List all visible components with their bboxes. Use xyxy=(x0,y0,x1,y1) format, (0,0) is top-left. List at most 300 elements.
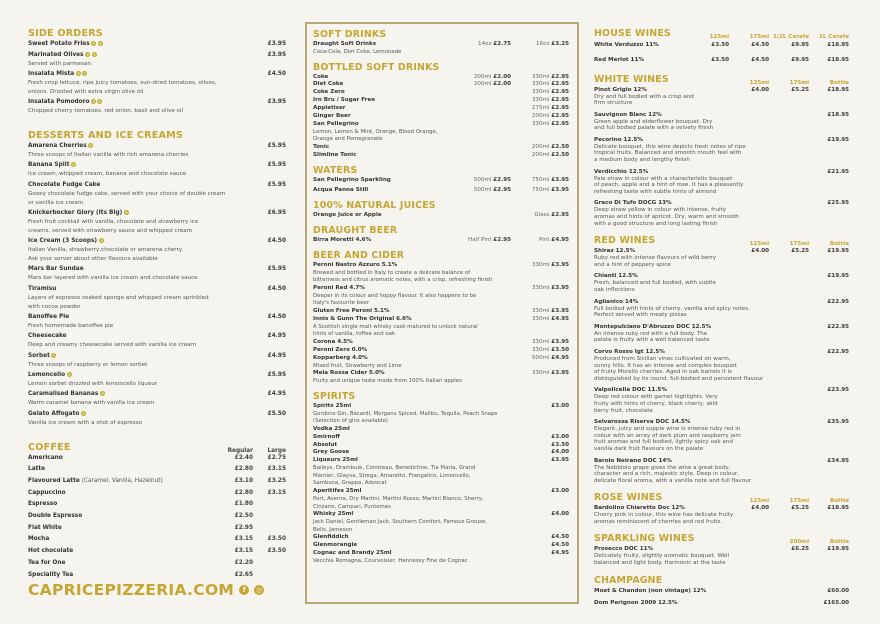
menu-item xyxy=(594,457,849,485)
price: £6.25 xyxy=(791,546,809,553)
item-row xyxy=(313,511,569,519)
menu-item xyxy=(313,449,569,457)
price: £4.50 xyxy=(267,238,286,245)
price-cell xyxy=(256,51,286,60)
item-description: Produced from Sicilian vines cultivated on warm, sunny hills. It has an intense and complex bouquet of fruity Morello cherries. Aged in oak barrels it is distinguished by its round, full-bodied and persistent flavour xyxy=(594,355,764,382)
item-row xyxy=(313,177,569,185)
price-cell xyxy=(453,237,511,245)
size-label: 500ml xyxy=(473,176,494,183)
menu-item xyxy=(28,571,286,580)
item-description: Fresh homemade banoffee pie xyxy=(28,322,114,329)
price-cell xyxy=(453,74,511,82)
item-row xyxy=(313,262,569,270)
item-description: Brewed and bottled in Italy to create a delicate balance of bitterness and citrus aromatic notes, with a crisp, refreshing finish xyxy=(313,269,493,284)
price-cell xyxy=(809,111,849,119)
item-row xyxy=(594,136,849,144)
price: £19.95 xyxy=(827,546,849,553)
item-name-text: Peroni Zero 0.0% xyxy=(313,346,368,353)
item-row xyxy=(313,488,569,496)
price-cell xyxy=(256,181,286,190)
item-name-text: Peroni Nastro Azzuro 5.1% xyxy=(313,261,398,268)
section-header xyxy=(594,491,849,504)
price: £18.95 xyxy=(827,111,849,118)
vegetarian-icon xyxy=(71,162,76,167)
item-name-text: San Pellegrino xyxy=(313,120,359,127)
section-header xyxy=(313,200,569,212)
item-name-text: Absolut xyxy=(313,441,338,448)
price-cell xyxy=(809,199,849,207)
price-cell xyxy=(511,144,569,152)
item-name xyxy=(28,454,220,463)
price-cell xyxy=(511,534,569,542)
section-title: SIDE ORDERS xyxy=(28,28,103,39)
price-cell xyxy=(809,323,849,331)
item-description: Cherry pink in colour, this wine has delicate fruity aromas reminiscent of cherries and red fruits. xyxy=(594,512,734,525)
menu-item xyxy=(313,105,569,113)
item-description: Elegant, juicy and supple wine is intense ruby red in colour with an array of dark plum and raspberry jam fruit aromas and full bodied, lightly spicy oak and vanilla dark fruit flavours on the palate xyxy=(594,426,741,452)
price-cell xyxy=(809,504,849,512)
item-name-text: Pecorino 12.5% xyxy=(594,136,643,143)
item-row xyxy=(28,352,286,361)
menu-item xyxy=(313,113,569,121)
menu-item xyxy=(313,339,569,347)
menu-item xyxy=(28,51,286,69)
price-cell xyxy=(511,262,569,270)
price-cell xyxy=(253,489,286,498)
section-title: COFFEE xyxy=(28,441,71,453)
item-name xyxy=(28,547,220,556)
menu-item xyxy=(28,237,286,264)
item-description: Green apple and elderflower bouquet. Dry and full bodied palate with a velvety finish xyxy=(594,118,714,132)
item-name xyxy=(313,144,453,152)
item-description: Vecchia Romagna, Courvoisier, Hennessy Fine de Cognac xyxy=(313,557,468,564)
item-description: Dry and full bodied with a crisp and firm structure xyxy=(594,93,694,107)
column-header: 1L Carafe xyxy=(818,34,849,40)
item-name xyxy=(28,313,256,322)
item-row xyxy=(28,512,286,521)
price-cell xyxy=(253,477,286,486)
vegetarian-icon xyxy=(92,52,97,57)
column-header: 125ml xyxy=(749,498,769,505)
item-row xyxy=(28,285,286,294)
item-name xyxy=(313,113,453,121)
price: £60.00 xyxy=(827,587,849,594)
section-waters xyxy=(313,165,569,195)
menu-item xyxy=(594,545,849,566)
item-description: A Scottish single malt whisky cask matured to unlock natural hints of vanilla, toffee and oak xyxy=(313,323,478,338)
item-name xyxy=(28,209,256,218)
item-row xyxy=(313,212,569,220)
price-cell xyxy=(511,355,569,363)
column-header: 175ml xyxy=(789,241,809,248)
item-name-text: Insalata Mista xyxy=(28,70,75,77)
item-row xyxy=(313,316,569,324)
item-description: Three scoops of Italian vanilla with rich amarena cherries xyxy=(28,151,189,158)
item-name-text: Flavoured Latte xyxy=(28,478,80,485)
size-label: 500ml xyxy=(473,186,494,193)
price-cell xyxy=(511,152,569,160)
menu-item xyxy=(313,285,569,308)
item-row xyxy=(28,237,286,246)
item-row xyxy=(594,247,849,255)
item-name-text: Chianti 12.5% xyxy=(594,273,638,280)
price-cell xyxy=(729,40,769,51)
item-description: Deeper in its colour and hoppy flavour. It also happens to be Italy's favourite beer xyxy=(313,292,477,307)
price: £4.50 xyxy=(551,534,569,541)
item-name-text: Slimline Tonic xyxy=(313,151,357,158)
item-name xyxy=(28,489,220,498)
item-row xyxy=(594,587,849,595)
section-title: BEER AND CIDER xyxy=(313,249,405,261)
wines-column xyxy=(594,27,849,614)
menu-item xyxy=(28,410,286,428)
item-name xyxy=(313,534,453,542)
section-red xyxy=(594,234,849,484)
price: £3.95 xyxy=(551,284,569,291)
price-cell xyxy=(809,457,849,465)
instagram-icon[interactable]: ◎ xyxy=(256,586,263,594)
price-cell xyxy=(511,97,569,105)
price: £25.95 xyxy=(827,200,849,207)
column-header: 175ml xyxy=(749,34,769,40)
menu-item xyxy=(594,136,849,164)
price: £23.95 xyxy=(827,387,849,394)
size-label: 200ml xyxy=(473,81,494,88)
menu-item xyxy=(594,111,849,132)
price-cell xyxy=(511,316,569,324)
item-description: Full bodied with hints of cherry, vanilla and spicy notes. Perfect served with meaty pizzas xyxy=(594,305,750,319)
item-row xyxy=(313,426,569,434)
item-row xyxy=(594,386,849,394)
item-name xyxy=(594,272,729,280)
item-name-text: Selvarossa Riserva DOC 14.5% xyxy=(594,419,691,426)
item-name xyxy=(313,449,453,457)
price: £3.95 xyxy=(267,41,286,47)
vegetarian-icon xyxy=(67,372,72,377)
column-header: 200ml xyxy=(789,539,809,546)
section-title: DRAUGHT BEER xyxy=(313,224,398,236)
price-cell xyxy=(220,524,253,533)
price-cell xyxy=(256,352,286,361)
price-cell xyxy=(511,457,569,465)
item-description: Baileys, Drambuie, Cointreau, Benedictine, Tia Maria, Grand Marnier, Glayva, Strega, Amaretto, Frangelico, Limoncello, Sambuca, Grappa, Advocat xyxy=(313,465,476,487)
item-name xyxy=(28,161,256,170)
item-name-text: Bardolino Chiaretto Doc 12% xyxy=(594,505,685,512)
item-name-text: Shiraz 12.5% xyxy=(594,248,636,255)
menu-item xyxy=(313,81,569,89)
section-title: CHAMPAGNE xyxy=(594,574,663,586)
price: £21.95 xyxy=(827,168,849,175)
item-row xyxy=(28,390,286,399)
item-name xyxy=(28,51,256,60)
menu-item xyxy=(313,316,569,339)
price: £3.00 xyxy=(551,433,569,440)
item-row xyxy=(28,454,286,463)
price-cell xyxy=(511,542,569,550)
item-row xyxy=(594,168,849,176)
section-sparkling xyxy=(594,532,849,566)
item-name xyxy=(594,504,729,512)
facebook-icon[interactable]: f xyxy=(239,585,249,595)
price-cell xyxy=(511,550,569,558)
item-row xyxy=(313,81,569,89)
price-cell xyxy=(256,390,286,399)
price: £4.00 xyxy=(551,449,569,456)
item-row xyxy=(28,489,286,498)
menu-item xyxy=(313,488,569,511)
price-cell xyxy=(220,535,253,544)
size-label: 330ml xyxy=(531,261,552,268)
item-row xyxy=(594,348,849,356)
menu-item xyxy=(28,98,286,116)
price: £5.95 xyxy=(267,142,286,149)
item-row xyxy=(313,434,569,442)
item-name-text: Mocha xyxy=(28,536,50,543)
item-row xyxy=(28,51,286,60)
price-cell xyxy=(256,70,286,79)
item-row xyxy=(594,599,849,607)
item-name xyxy=(313,97,453,105)
item-name xyxy=(594,457,729,465)
item-name-text: Valpolicella DOC 11.5% xyxy=(594,387,667,394)
item-name-text: Caramalised Bananas xyxy=(28,391,99,398)
price: £3.50 xyxy=(711,42,729,48)
item-description: Chopped cherry tomatoes, red onion, basil and olive oil xyxy=(28,108,184,115)
menu-item xyxy=(313,89,569,97)
item-row xyxy=(313,89,569,97)
price: £4.50 xyxy=(267,285,286,292)
item-row xyxy=(313,113,569,121)
size-label: 750ml xyxy=(531,176,552,183)
menu-item xyxy=(594,504,849,525)
price: £4.95 xyxy=(267,333,286,340)
item-row xyxy=(594,545,849,553)
price: £35.95 xyxy=(827,419,849,426)
item-row xyxy=(313,449,569,457)
item-description: Fresh fruit cocktail with vanilla, chocolate and strawberry ice creams, served with strawberry sauce and whipped cream xyxy=(28,218,199,234)
item-name-text: Smirnoff xyxy=(313,433,340,440)
item-name-text: San Pellegrino Sparkling xyxy=(313,176,391,183)
price-cell xyxy=(511,403,569,411)
size-label: 200ml xyxy=(531,144,552,151)
section-title: 100% NATURAL JUICES xyxy=(313,199,436,211)
price: £18.95 xyxy=(827,86,849,93)
size-label: 14oz xyxy=(478,41,494,47)
price: £19.95 xyxy=(827,273,849,280)
section-side xyxy=(28,27,286,116)
website-link[interactable]: CAPRICEPIZZERIA.COM xyxy=(28,581,235,599)
item-name-text: Mars Bar Sundae xyxy=(28,266,84,273)
item-row xyxy=(28,500,286,509)
menu-item xyxy=(28,500,286,509)
item-description: Deep red colour with garnet highlights. Very fruity with hints of cherry, black cherry, wild berry fruit, chocolate xyxy=(594,394,718,414)
menu-item xyxy=(313,97,569,105)
section-header xyxy=(313,29,569,41)
item-name xyxy=(28,265,256,274)
menu-item xyxy=(28,512,286,521)
price-cell xyxy=(256,98,286,107)
price: £2.95 xyxy=(493,186,511,193)
price: £2.95 xyxy=(551,211,569,218)
price-cell xyxy=(220,547,253,556)
item-name xyxy=(28,465,220,474)
price: £2.95 xyxy=(493,236,511,243)
price-cell xyxy=(809,40,849,51)
section-title: SOFT DRINKS xyxy=(313,29,387,40)
item-row xyxy=(313,105,569,113)
section-header xyxy=(313,225,569,237)
item-name-text: Lemoncello xyxy=(28,372,66,379)
item-row xyxy=(28,70,286,79)
price-cell xyxy=(256,265,286,274)
price-cell xyxy=(729,55,769,66)
menu-item xyxy=(313,442,569,450)
menu-item xyxy=(594,323,849,344)
column-header: Regular xyxy=(227,447,253,454)
price-cell xyxy=(511,74,569,82)
menu-item xyxy=(28,70,286,97)
size-label: 200ml xyxy=(531,113,552,120)
item-row xyxy=(28,371,286,380)
item-description: Lemon, Lemon & Mint, Orange, Blood Orange, Orange and Pomegranate xyxy=(313,128,438,143)
section-coffee xyxy=(28,441,286,580)
menu-item xyxy=(594,168,849,196)
size-label: 330ml xyxy=(531,315,552,322)
price: £2.95 xyxy=(551,81,569,88)
item-row xyxy=(313,285,569,293)
item-name xyxy=(313,89,453,97)
price-cell xyxy=(511,177,569,185)
item-name xyxy=(594,418,729,426)
item-name-text: Double Espresso xyxy=(28,513,83,520)
price-cell xyxy=(729,86,769,94)
item-name-text: Marinated Olives xyxy=(28,51,84,58)
price: £4.00 xyxy=(751,86,769,93)
section-header xyxy=(594,574,849,587)
item-name xyxy=(28,512,220,521)
item-description: Fruity and unique taste made from 100% Italian apples xyxy=(313,378,462,385)
item-name xyxy=(28,477,220,486)
section-juices xyxy=(313,200,569,220)
drinks-panel xyxy=(305,22,579,604)
price-cell xyxy=(769,86,809,94)
vegetarian-icon xyxy=(81,411,86,416)
price-cell xyxy=(220,454,253,463)
menu-item xyxy=(313,74,569,82)
item-name-text: Americano xyxy=(28,454,63,461)
price: £3.95 xyxy=(551,338,569,345)
menu-item xyxy=(594,40,849,51)
menu-item xyxy=(313,308,569,316)
item-name-text: Pinot Grigio 12% xyxy=(594,86,647,93)
price-cell xyxy=(253,465,286,474)
item-row xyxy=(313,144,569,152)
section-header xyxy=(313,250,569,262)
vegan-icon xyxy=(76,71,81,76)
item-name-text: Hot chocolate xyxy=(28,548,74,555)
price-cell xyxy=(220,500,253,509)
price: £18.95 xyxy=(827,56,849,63)
item-name xyxy=(28,181,256,190)
section-title: ROSE WINES xyxy=(594,492,663,504)
item-row xyxy=(28,332,286,341)
price-cell xyxy=(453,177,511,185)
menu-item xyxy=(28,477,286,486)
price-cell xyxy=(253,454,286,463)
column-header: 125ml xyxy=(749,241,769,248)
price: £4.95 xyxy=(551,354,569,361)
item-name xyxy=(313,370,453,378)
price: £4.95 xyxy=(267,352,286,359)
item-row xyxy=(313,355,569,363)
item-name xyxy=(28,559,220,568)
size-label: 330ml xyxy=(531,120,552,127)
price-cell xyxy=(220,465,253,474)
item-name-text: Spirits 25ml xyxy=(313,402,352,409)
item-name-text: Draught Soft Drinks xyxy=(313,41,377,47)
price: £5.25 xyxy=(791,86,809,93)
item-name xyxy=(28,500,220,509)
price-cell xyxy=(809,545,849,553)
menu-item xyxy=(313,434,569,442)
item-row xyxy=(28,477,286,486)
size-label: 330ml xyxy=(531,338,552,345)
item-name-text: Mela Rossa Cider 5.0% xyxy=(313,370,385,377)
item-name-text: Appletiser xyxy=(313,105,346,112)
item-name-text: Barolo Neirano DOC 14% xyxy=(594,457,672,464)
price: £4.50 xyxy=(267,70,286,77)
section-desserts xyxy=(28,129,286,428)
size-label: Half Pint xyxy=(468,236,494,243)
item-description: Layers of espresso soaked sponge and whipped cream sprinkled with cocoa powder xyxy=(28,294,209,310)
price-cell xyxy=(453,81,511,89)
item-row xyxy=(28,571,286,580)
menu-item xyxy=(28,352,286,370)
item-name xyxy=(28,98,256,107)
section-header xyxy=(313,391,569,403)
size-label: 200ml xyxy=(531,151,552,158)
item-name-text: Knickerbocker Glory (Its Big) xyxy=(28,209,123,216)
price-cell xyxy=(511,105,569,113)
item-name xyxy=(594,247,729,255)
section-title: RED WINES xyxy=(594,235,656,247)
item-name-text: Gluten Free Peroni 5.1% xyxy=(313,307,390,314)
price: £3.50 xyxy=(551,346,569,353)
item-name xyxy=(313,339,453,347)
price-cell xyxy=(511,285,569,293)
item-name xyxy=(594,86,729,94)
item-name xyxy=(28,371,256,380)
price: £9.95 xyxy=(791,56,809,63)
price-cell xyxy=(453,187,511,195)
menu-item xyxy=(28,313,286,331)
vegetarian-icon xyxy=(99,238,104,243)
item-name-text: Espresso xyxy=(28,501,58,508)
item-description: Lemon sorbet drizzled with lemoncello liqueur xyxy=(28,381,158,388)
item-name xyxy=(28,237,256,246)
section-header xyxy=(594,532,849,545)
menu-item xyxy=(594,587,849,595)
section-bottled xyxy=(313,62,569,160)
item-name xyxy=(594,168,729,176)
price-cell xyxy=(256,285,286,294)
vegetarian-icon xyxy=(124,210,129,215)
item-row xyxy=(28,209,286,218)
item-row xyxy=(28,535,286,544)
size-label: 330ml xyxy=(531,346,552,353)
item-name-text: Birra Moretti 4.6% xyxy=(313,236,372,243)
menu-item xyxy=(28,181,286,208)
